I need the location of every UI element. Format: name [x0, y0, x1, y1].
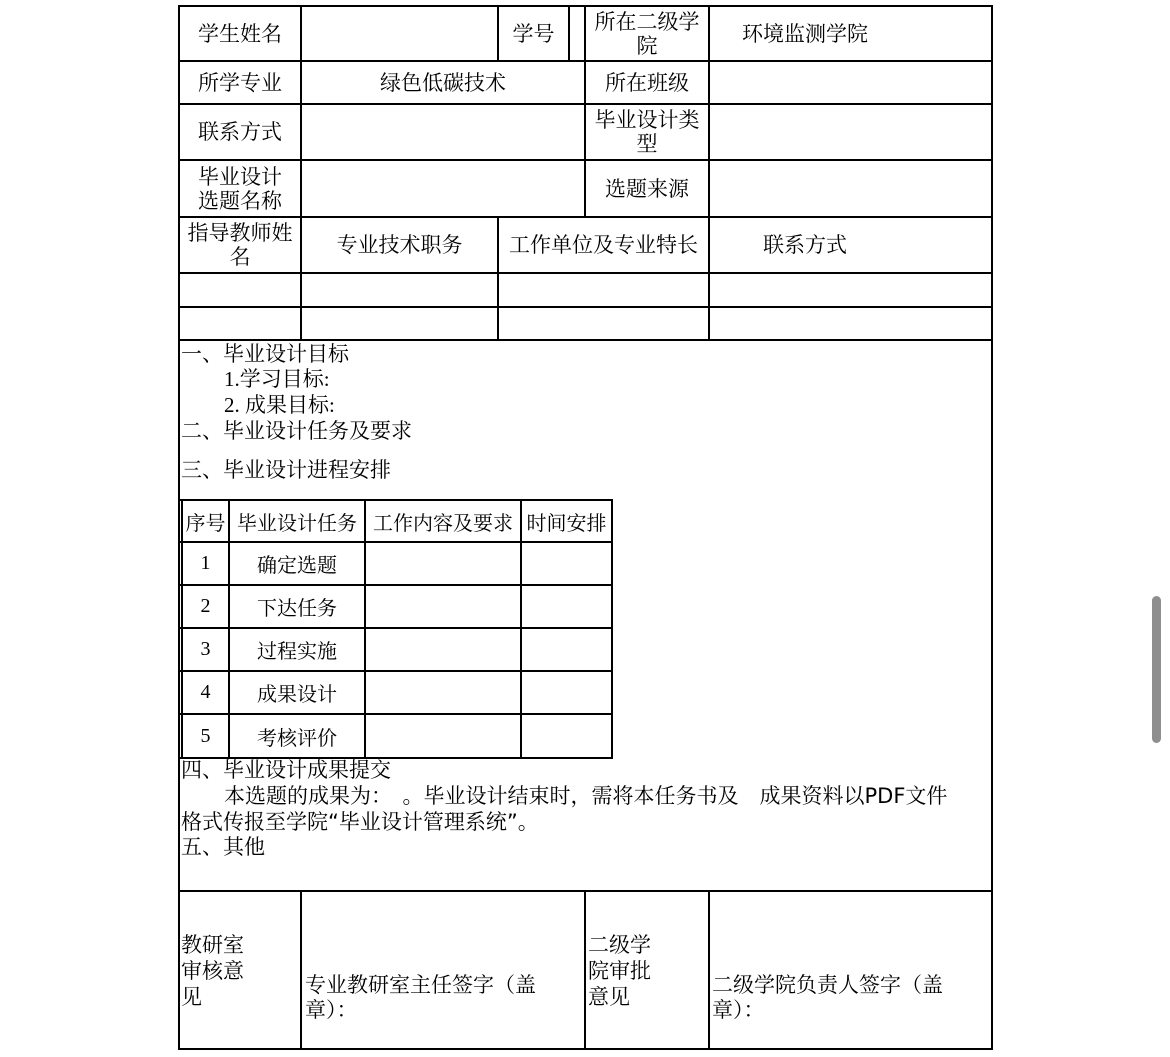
goal-result-text: 2. 成果目标:: [224, 393, 335, 417]
schedule-row-task: 下达任务: [257, 596, 337, 620]
schedule-header-content: 工作内容及要求: [373, 510, 513, 535]
submit-heading: 四、毕业设计成果提交: [181, 758, 391, 782]
design-type-label: [586, 105, 708, 159]
schedule-header-no: 序号: [185, 510, 226, 535]
goal-result: [224, 393, 335, 418]
schedule-row-no: 5: [200, 724, 211, 747]
goal-learning: [224, 367, 330, 392]
major-value: 绿色低碳技术: [380, 70, 506, 95]
clipped-page-title: [230, 0, 910, 4]
college-value: 环境监测学院: [742, 21, 868, 46]
dept-sign-line2: 章）：: [305, 998, 358, 1022]
dept-review-line1: 教研室: [181, 933, 244, 957]
submit-text-line1: 本选题的成果为： 。毕业设计结束时，需将本任务书及 成果资料以PDF文件: [224, 784, 948, 808]
college-label-line2: 院: [636, 33, 658, 58]
college-sign-line2: 章）：: [712, 998, 765, 1022]
schedule-row-no: 2: [200, 595, 211, 617]
dept-review-line3: 见: [181, 985, 202, 1009]
advisor-name-label: [180, 218, 300, 272]
schedule-row-no: 1: [200, 552, 211, 574]
advisor-label-line1: 指导教师姓: [187, 221, 293, 245]
college-approval-line1: 二级学: [588, 933, 651, 957]
schedule-header-task: 毕业设计任务: [237, 510, 357, 535]
advisor-label-line2: 名: [229, 245, 251, 269]
student-name-value: [302, 7, 497, 60]
design-type-label-line1: 毕业设计类: [594, 108, 700, 132]
topic-label-line2: 选题名称: [198, 188, 282, 213]
vertical-scrollbar-thumb[interactable]: [1152, 596, 1161, 743]
advisor-unit-label: 工作单位及专业特长: [509, 233, 698, 257]
advisor-title-label: 专业技术职务: [336, 233, 463, 257]
major-label: 所学专业: [198, 70, 282, 95]
other-heading: 五、其他: [181, 835, 265, 859]
college-sign-field: [712, 973, 943, 1023]
task-heading: 二、毕业设计任务及要求: [181, 419, 412, 443]
class-label: 所在班级: [605, 70, 689, 95]
college-label-line1: 所在二级学: [594, 9, 700, 34]
schedule-row-task: 过程实施: [257, 639, 337, 663]
dept-review-line2: 审核意: [181, 959, 244, 983]
college-approval-line2: 院审批: [588, 959, 651, 983]
college-approval-line3: 意见: [588, 985, 630, 1009]
goal-learning-text: 1.学习目标:: [224, 367, 330, 391]
contact-label: 联系方式: [198, 120, 282, 144]
submit-text-line2: 格式传报至学院“毕业设计管理系统”。: [181, 810, 539, 834]
schedule-row-task: 确定选题: [257, 553, 337, 577]
student-name-label: 学生姓名: [198, 21, 282, 46]
topic-label-line1: 毕业设计: [198, 164, 282, 189]
topic-label: [180, 161, 300, 216]
schedule-row-no: 3: [200, 638, 211, 660]
college-label: [586, 7, 708, 60]
schedule-heading: 三、毕业设计进程安排: [181, 458, 391, 482]
goal-heading: 一、毕业设计目标: [181, 342, 349, 366]
schedule-row-task: 考核评价: [257, 725, 337, 750]
design-type-label-line2: 型: [636, 132, 658, 156]
college-approval-label: [588, 932, 651, 1010]
schedule-header-time: 时间安排: [526, 510, 607, 535]
college-sign-line1: 二级学院负责人签字（盖: [712, 973, 943, 997]
schedule-row-no: 4: [200, 681, 211, 703]
topic-source-label: 选题来源: [605, 176, 689, 201]
advisor-contact-label: 联系方式: [763, 233, 847, 257]
dept-sign-field: [305, 973, 536, 1023]
student-no-label: 学号: [512, 21, 555, 46]
dept-review-label: [181, 932, 244, 1010]
dept-sign-line1: 专业教研室主任签字（盖: [305, 973, 536, 997]
schedule-row-task: 成果设计: [257, 682, 337, 706]
